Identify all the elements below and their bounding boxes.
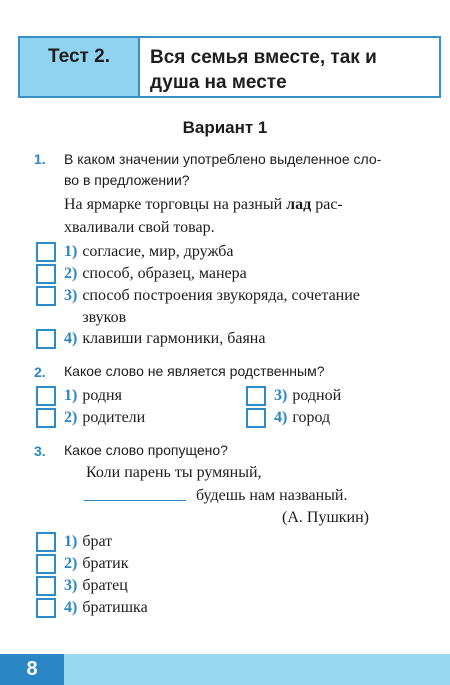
option-text: согласие, мир, дружба — [82, 243, 234, 260]
option-number: 1) — [64, 533, 78, 550]
footer-bar — [0, 654, 450, 685]
q2-option-1-checkbox[interactable] — [36, 386, 56, 406]
q1-option-3[interactable] — [36, 285, 360, 329]
option-text: город — [292, 409, 331, 426]
sentence-line1-text: На ярмарке торговцы на разный — [64, 196, 287, 213]
q1-option-3-checkbox[interactable] — [36, 286, 56, 306]
sentence-line1 — [64, 193, 444, 216]
option-text: брат — [82, 533, 113, 550]
option-text: способ, образец, манера — [82, 265, 247, 282]
sentence-line1-end: рас- — [311, 196, 343, 213]
option-text-line1: способ построения звукоряда, сочетание — [82, 287, 360, 304]
option-text: родной — [292, 387, 342, 404]
q1-option-2-checkbox[interactable] — [36, 264, 56, 284]
fill-in-blank[interactable] — [84, 500, 186, 501]
option-number: 2) — [64, 265, 78, 282]
test-title: Вся семья вместе, так и душа на месте — [140, 38, 439, 96]
highlighted-word: лад — [286, 196, 312, 213]
question-1-text-line1: В каком значении употреблено выделенное сло- — [64, 151, 382, 167]
q2-option-4[interactable] — [246, 407, 330, 429]
page-number: 8 — [0, 654, 64, 685]
option-text: братик — [82, 555, 129, 572]
poem-line1: Коли парень ты румяный, — [86, 464, 262, 481]
option-number: 3) — [64, 577, 78, 594]
q2-option-1[interactable] — [36, 385, 122, 407]
option-number: 1) — [64, 387, 78, 404]
q3-option-2[interactable] — [36, 553, 128, 575]
question-1-sentence — [64, 193, 444, 239]
option-number: 3) — [274, 387, 288, 404]
question-1-number: 1. — [34, 151, 46, 167]
option-text-line2: звуков — [82, 309, 127, 326]
option-text: клавиши гармоники, баяна — [82, 330, 266, 347]
q1-option-4[interactable] — [36, 328, 265, 350]
q3-option-1-checkbox[interactable] — [36, 532, 56, 552]
question-2-text: Какое слово не является родственным? — [64, 363, 325, 379]
question-3-number: 3. — [34, 443, 46, 459]
option-number: 3) — [64, 287, 78, 304]
q1-option-4-checkbox[interactable] — [36, 329, 56, 349]
option-text — [82, 285, 360, 329]
option-number: 2) — [64, 555, 78, 572]
test-header — [18, 36, 441, 98]
test-label: Тест 2. — [20, 38, 138, 96]
question-1-text-line2: во в предложении? — [64, 172, 190, 188]
option-text: родня — [82, 387, 122, 404]
option-text: братец — [82, 577, 128, 594]
q2-option-3-checkbox[interactable] — [246, 386, 266, 406]
poem-line2: будешь нам названый. — [196, 487, 348, 504]
option-number: 1) — [64, 243, 78, 260]
q1-option-2[interactable] — [36, 263, 247, 285]
option-number: 4) — [64, 599, 78, 616]
q2-option-3[interactable] — [246, 385, 341, 407]
q2-option-2-checkbox[interactable] — [36, 408, 56, 428]
question-1-text — [64, 149, 381, 191]
option-text: родители — [82, 409, 146, 426]
q3-option-4-checkbox[interactable] — [36, 598, 56, 618]
option-number: 2) — [64, 409, 78, 426]
q3-option-1[interactable] — [36, 531, 112, 553]
option-text: братишка — [82, 599, 148, 616]
variant-title: Вариант 1 — [182, 118, 268, 137]
poem-author: (А. Пушкин) — [282, 509, 369, 526]
q2-option-4-checkbox[interactable] — [246, 408, 266, 428]
q2-option-2[interactable] — [36, 407, 145, 429]
q3-option-2-checkbox[interactable] — [36, 554, 56, 574]
question-3-text: Какое слово пропущено? — [64, 442, 228, 458]
option-number: 4) — [274, 409, 288, 426]
question-2-number: 2. — [34, 364, 46, 380]
q3-option-4[interactable] — [36, 597, 148, 619]
q1-option-1-checkbox[interactable] — [36, 242, 56, 262]
q1-option-1[interactable] — [36, 241, 234, 263]
sentence-line2: хваливали свой товар. — [64, 219, 215, 236]
q3-option-3[interactable] — [36, 575, 128, 597]
q3-option-3-checkbox[interactable] — [36, 576, 56, 596]
option-number: 4) — [64, 330, 78, 347]
